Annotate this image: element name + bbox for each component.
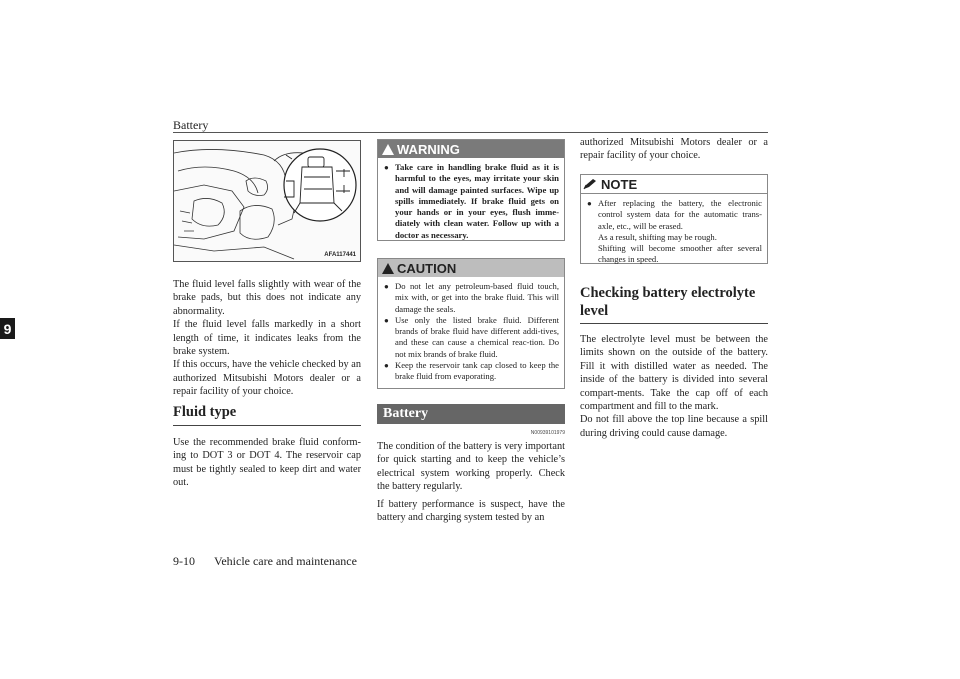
header-rule [173,132,768,133]
list-item: ● Use only the listed brake fluid. Different brands of brake fluid have different addi-tives, and these can cause a chemical reac-tion. Do not mix brands of brake fluid. [384,315,559,360]
paragraph: If this occurs, have the vehicle checked by an authorized Mitsubishi Motors dealer or a repair facility of your choice. [173,359,361,398]
note-line: Shifting will become smoother after several changes in speed. [598,243,762,265]
warning-header [378,140,564,158]
note-header [581,175,767,194]
brake-reservoir-figure [173,140,361,262]
caution-box [377,258,565,389]
document-code: N00939101979 [530,430,565,436]
paragraph: The electrolyte level must be between the limits shown on the outside of the battery. Fill it with distilled water as needed. The inside of the battery is divided into several compart-ments. Take the cap off of each compartment and fill to the mark. [580,334,768,413]
engine-bay-illustration [174,141,360,261]
warning-box [377,139,565,241]
electrolyte-text [580,333,768,440]
page-number: 9-10 [173,554,195,568]
note-box [580,174,768,264]
battery-paragraph-1: The condition of the battery is very important for quick starting and to keep the vehicle’s electrical system working properly. Check the battery regularly. [377,441,565,493]
note-pencil-icon [583,178,597,190]
paragraph: If the fluid level falls markedly in a short length of time, it indicates leaks from the brake system. [173,319,361,358]
caution-label: CAUTION [397,260,457,276]
warning-label: WARNING [397,141,460,157]
paragraph: Do not fill above the top line because a spill during driving could cause damage. [580,414,768,439]
running-header: Battery [173,118,209,132]
column-1-text [173,278,361,399]
paragraph: The fluid level falls slightly with wear of the brake pads, but this does not indicate any abnormality. [173,279,361,317]
chapter-footer-title: Vehicle care and maintenance [214,554,357,568]
battery-paragraph-2: If battery performance is suspect, have the battery and charging system tested by an [377,499,565,524]
figure-code: AFA117441 [324,252,356,258]
caution-list [378,277,564,387]
note-label: NOTE [601,176,638,192]
caution-header [378,259,564,277]
fluid-type-text: Use the recommended brake fluid conform-ing to DOT 3 or DOT 4. The reservoir cap must be tightly sealed to keep dirt and water out. [173,437,361,489]
battery-heading: Battery [377,404,565,424]
fluid-type-heading: Fluid type [173,403,361,426]
note-list [581,194,767,236]
list-item: ● Do not let any petroleum-based fluid touch, mix with, or get into the brake fluid. This will damage the seals. [384,281,559,315]
continued-text: authorized Mitsubishi Motors dealer or a repair facility of your choice. [580,137,768,162]
list-item: ● Take care in handling brake fluid as it is harmful to the eyes, may irritate your skin and will damage painted surfaces. Wipe up spills immediately. If brake fluid gets on your hands or in your eyes, flush imme-diately with clean water. Follow up with a doctor as necessary. [384,162,559,241]
warning-triangle-icon [382,144,394,155]
chapter-tab: 9 [0,318,15,339]
warning-list [378,158,564,245]
note-line: As a result, shifting may be rough. [598,231,717,242]
list-item: ● Keep the reservoir tank cap closed to keep the brake fluid from evaporating. [384,360,559,383]
caution-triangle-icon [382,263,394,274]
list-item: ● After replacing the battery, the electronic control system data for the automatic trans-axle, etc., will be erased. [587,198,762,232]
electrolyte-heading: Checking battery electrolyte level [580,284,768,324]
